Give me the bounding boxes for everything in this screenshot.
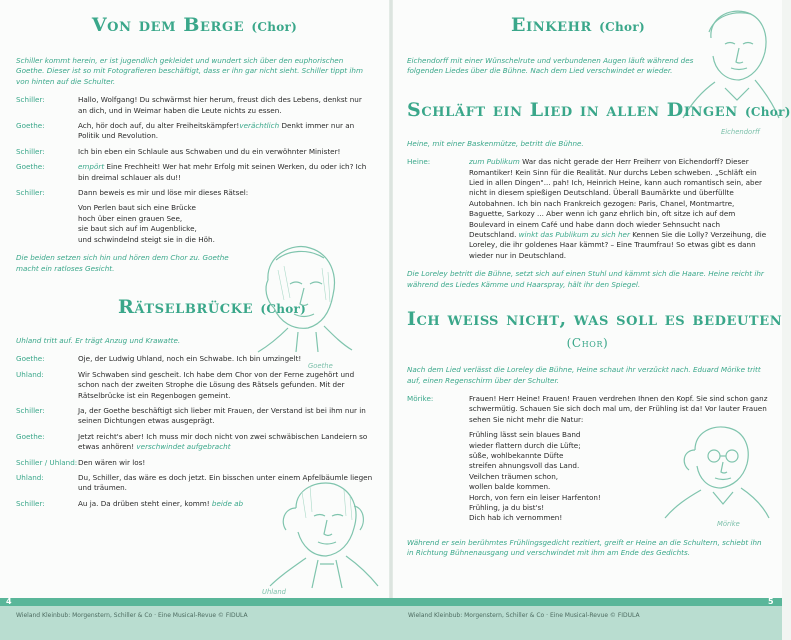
spoken-text: Du, Schiller, das wäre es doch jetzt. Ein bisschen unter einem Apfelbäumle liegen und träumen. — [78, 472, 373, 493]
dialogue-line — [16, 432, 373, 453]
spoken-text: Ja, der Goethe beschäftigt sich lieber mit Frauen, der Verstand ist bei ihm nur in seinen Dichtungen etwas ausgeprägt. — [78, 405, 366, 426]
dialogue-line-heine — [407, 157, 768, 261]
song-title-von-dem-berge: Von dem Berge (Chor) — [91, 14, 298, 36]
chor-label: (Chor) — [566, 336, 609, 351]
spoken-text: Ich bin eben ein Schlaule aus Schwaben und du ein verwöhnter Minister! — [78, 146, 341, 156]
stage-direction: Die beiden setzen sich hin und hören dem Chor zu. Goethe macht ein ratloses Gesicht. — [16, 253, 229, 273]
stage-direction: Die Loreley betritt die Bühne, setzt sich auf einen Stuhl und kämmt sich die Haare. Heine reicht ihr während des Liedes Kämme und Haarspray, hält ihr den Spiegel. — [407, 269, 764, 289]
dialogue-line — [16, 499, 373, 509]
spoken-text: Hallo, Wolfgang! Du schwärmst hier herum, freust dich des Lebens, denkst nur an dich, und in Weimar haben die Leute nichts zu essen. — [78, 95, 362, 115]
speaker-label: Uhland: — [16, 369, 44, 379]
uhland-portrait — [262, 478, 380, 590]
speaker-label: Schiller / Uhland: — [16, 457, 78, 467]
dialogue-line — [16, 370, 373, 401]
stage-direction: Nach dem Lied verlässt die Loreley die Bühne, Heine schaut ihr verzückt nach. Eduard Mörike tritt auf, einen Regenschirm über der Schulter. — [407, 365, 761, 385]
spoken-text: Dann beweis es mir und löse mir dieses Rätsel: — [78, 188, 249, 198]
song-title-einkehr: Einkehr (Chor) — [511, 14, 645, 36]
footer-band — [0, 598, 782, 606]
verse-line: und schwindelnd steigt sie in die Höh. — [78, 234, 215, 244]
spoken-text: Denkt immer nur an Politik und Revolution. — [78, 121, 355, 141]
speaker-label: Schiller: — [16, 146, 45, 156]
speaker-label: Goethe: — [16, 354, 45, 364]
dialogue-line — [16, 162, 373, 183]
page-footer — [0, 598, 782, 640]
caption-moerike: Mörike — [717, 520, 740, 528]
speaker-label: Schiller: — [16, 405, 45, 415]
dialogue-line — [16, 354, 373, 364]
footer-credit-left: Wieland Kleinbub: Morgenstern, Schiller & Co · Eine Musical-Revue © FIDULA — [16, 612, 248, 619]
verse-line: sie baut sich auf im Augenblicke, — [78, 224, 197, 234]
spoken-text: Frauen! Herr Heine! Frauen! Frauen verdrehen Ihnen den Kopf. Sie sind schon ganz schwermütig. Schauen Sie sich doch mal um, der Frühling ist da! Vor lauter Frauen sehen Sie nicht mehr die Natur: — [469, 393, 768, 424]
spoken-text: Den wären wir los! — [78, 457, 146, 467]
stage-note: verächtlich — [239, 121, 280, 131]
speaker-label: Uhland: — [16, 472, 44, 482]
caption-goethe: Goethe — [308, 362, 333, 370]
spoken-text: Ach, hör doch auf, du alter Freiheitskämpfer! — [78, 121, 240, 131]
goethe-portrait — [238, 240, 358, 355]
footer-credit-right: Wieland Kleinbub: Morgenstern, Schiller & Co · Eine Musical-Revue © FIDULA — [408, 612, 640, 619]
speaker-label: Goethe: — [16, 162, 45, 172]
dialogue-line-moerike — [407, 394, 768, 425]
chor-label: (Chor) — [251, 20, 298, 34]
dialogue-line — [16, 458, 373, 468]
stage-direction: Während er sein berühmtes Frühlingsgedicht rezitiert, greift er Heine an die Schultern, schiebt ihn in Richtung Bühnenausgang und verschwindet mit ihm am Ende des Gedichts. — [407, 537, 762, 558]
stage-direction: Uhland tritt auf. Er trägt Anzug und Krawatte. — [16, 335, 181, 345]
spoken-text: Kennen Sie die Lolly? Verzeihung, die Loreley, die ihr goldenes Haar kämmt? – Eine Traumfrau! So etwas gibt es dann wieder nur in Deutschland. — [469, 230, 767, 260]
dialogue-line — [16, 406, 373, 427]
stage-note: empört — [78, 162, 105, 172]
page-number-right: 5 — [768, 597, 774, 606]
speaker-label: Mörike: — [407, 393, 434, 403]
spoken-text: Jetzt reicht's aber! Ich muss mir doch nicht von zwei schwäbischen Landeiern so etwas anhören! — [78, 431, 368, 452]
stage-direction: Schiller kommt herein, er ist jugendlich gekleidet und wundert sich über den euphorischen Goethe. Dieser ist so mit Fotografieren beschäftigt, dass er ihn gar nicht sieht. Schiller tippt ihm von hinten auf die Schulter. — [16, 56, 363, 86]
dialogue-block — [16, 354, 373, 509]
dialogue-line — [16, 121, 373, 142]
song-title-schlaeft-ein-lied: Schläft ein Lied in allen Dingen (Chor) — [407, 98, 791, 121]
riddle-verse — [16, 203, 373, 245]
dialogue-line — [16, 188, 373, 198]
verse-line: hoch über einen grauen See, — [78, 213, 183, 223]
dialogue-line — [16, 147, 373, 157]
chor-label: (Chor) — [744, 104, 791, 119]
dialogue-line — [16, 95, 373, 116]
speaker-label: Schiller: — [16, 498, 45, 508]
page-number-left: 4 — [6, 597, 12, 606]
verse-line: Veilchen träumen schon, — [469, 471, 559, 481]
verse-line: süße, wohlbekannte Düfte — [469, 450, 564, 460]
verse-line: Frühling lässt sein blaues Band — [469, 430, 581, 440]
stage-note: verschwindet aufgebracht — [134, 442, 231, 452]
verse-line: Von Perlen baut sich eine Brücke — [78, 203, 196, 213]
spoken-text: Eine Frechheit! Wer hat mehr Erfolg mit seinen Werken, du oder ich? Ich bin dreimal schlauer als du!! — [78, 162, 367, 182]
speaker-label: Schiller: — [16, 188, 45, 198]
verse-line: wollen balde kommen. — [469, 482, 551, 492]
spoken-text: Wir Schwaben sind gescheit. Ich habe dem Chor von der Ferne zugehört und schon nach der zweiten Strophe die Lösung des Rätsels gefunden. Mit der Rätselbrücke ist ein Regenbogen gemeint. — [78, 369, 355, 400]
speaker-label: Goethe: — [16, 431, 45, 441]
verse-line: Dich hab ich vernommen! — [469, 513, 563, 523]
chor-label: (Chor) — [260, 301, 307, 316]
spoken-text: War das nicht gerade der Herr Freiherr von Eichendorff? Dieser Romantiker! Kein Sinn für die Realität. Nur durchs Leben schweben. „Schläft ein Lied in allen Dingen"... pah! Ich, Heinrich Heine, kann auch romantisch sein, aber nicht in diesem spießigen Deutschland. Überall Baumärkte und überfüllte Autobahnen. Ich bin nach Frankreich gezogen: Paris, Chanel, Montmartre, Baguette, Sarkozy ... Aber wenn ich ganz ehrlich bin, oft sitze ich auf dem Boulevard in einem Café und habe dann doch wieder Sehnsucht nach Deutschland. — [469, 157, 762, 240]
right-page — [391, 0, 791, 598]
spoken-text: Au ja. Da drüben steht einer, komm! — [78, 498, 210, 508]
spring-poem-verse — [407, 430, 768, 524]
caption-eichendorff: Eichendorff — [721, 128, 760, 136]
left-page — [0, 0, 391, 598]
verse-line: Horch, von fern ein leiser Harfenton! — [469, 492, 601, 502]
verse-line: streifen ahnungsvoll das Land. — [469, 461, 580, 471]
stage-direction: Heine, mit einer Baskenmütze, betritt die Bühne. — [407, 138, 584, 148]
stage-direction: Eichendorff mit einer Wünschelrute und verbundenen Augen läuft während des folgenden Liedes über die Bühne. Nach dem Lied verschwindet er wieder. — [407, 56, 694, 76]
dialogue-block — [16, 95, 373, 198]
stage-note: zum Publikum — [469, 157, 520, 167]
verse-line: Frühling, ja du bist's! — [469, 502, 545, 512]
caption-uhland: Uhland — [262, 588, 286, 596]
dialogue-line — [16, 473, 373, 494]
song-title-loreley: Ich weiß nicht, was soll es bedeuten — [407, 308, 783, 331]
chor-label: (Chor) — [599, 20, 645, 34]
song-title-raetselbruecke: Rätselbrücke (Chor) — [118, 295, 307, 318]
stage-note: winkt das Publikum zu sich her — [516, 230, 630, 240]
verse-line: wieder flattern durch die Lüfte; — [469, 440, 581, 450]
speaker-label: Schiller: — [16, 95, 45, 105]
speaker-label: Goethe: — [16, 121, 45, 131]
speaker-label: Heine: — [407, 157, 431, 167]
stage-note: beide ab — [209, 498, 244, 508]
spoken-text: Oje, der Ludwig Uhland, noch ein Schwabe. Ich bin umzingelt! — [78, 354, 302, 364]
